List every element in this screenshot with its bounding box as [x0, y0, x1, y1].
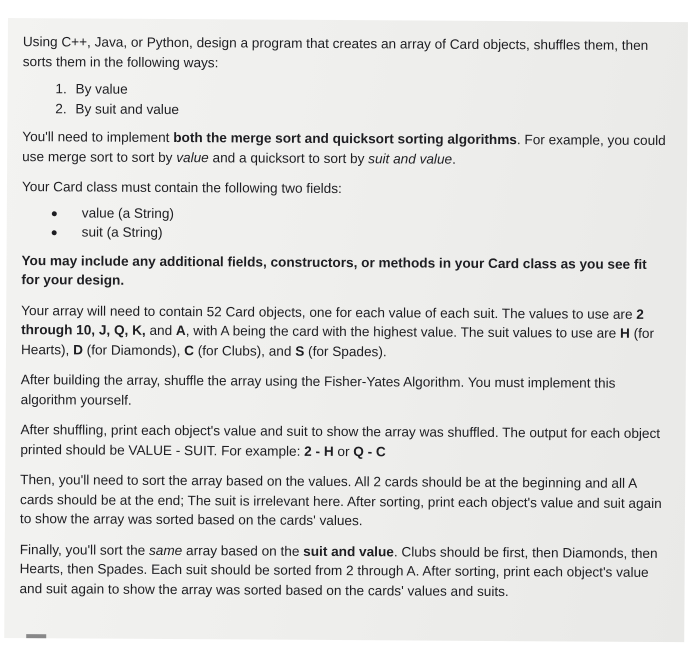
shuffle-paragraph: After building the array, shuffle the array using the Fisher-Yates Algorithm. You must implement this algorithm yourself. — [20, 372, 616, 408]
additional-paragraph: You may include any additional fields, constructors, or methods in your Card class as you see fit for your design. — [21, 252, 647, 288]
list-item: 1. By value — [71, 79, 668, 102]
sort-suit-paragraph: Finally, you'll sort the same array based on the suit and value. Clubs should be first, then Diamonds, then Hearts, then Spades. Each suit should be sorted from 2 through A. After sorting, print each object's value and suit again to show the array was sorted based on the cards' values and suits. — [19, 541, 658, 599]
print-paragraph: After shuffling, print each object's value and suit to show the array was shuffled. The output for each object printed should be VALUE - SUIT. For example: 2 - H or Q - C — [20, 422, 661, 459]
implement-paragraph: You'll need to implement both the merge sort and quicksort sorting algorithms. For example, you could use merge sort to sort by value and a quicksort to sort by suit and value. — [22, 129, 666, 167]
list-item: 2. By suit and value — [70, 99, 667, 122]
cutoff-text-fragment — [26, 634, 46, 638]
list-item: value (a String) — [70, 203, 667, 226]
fields-intro: Your Card class must contain the following two fields: — [21, 179, 342, 197]
assignment-text — [19, 32, 668, 613]
document-page — [4, 18, 688, 642]
array-paragraph: Your array will need to contain 52 Card objects, one for each value of each suit. The values to use are 2 through 10, J, Q, K, and A, with A being the card with the highest value. The suit values to use are H (for Hearts), D (for Diamonds), C (for Clubs), and S (for Spades). — [20, 302, 655, 359]
intro-paragraph: Using C++, Java, or Python, design a program that creates an array of Card objects, shuffles them, then sorts them in the following ways: — [22, 34, 649, 70]
sort-value-paragraph: Then, you'll need to sort the array based on the values. All 2 cards should be at the beginning and all A cards should be at the end; The suit is irrelevant here. After sorting, print each object's value and suit again to show the array was sorted based on the cards' values. — [19, 472, 662, 529]
sort-ways-list — [22, 79, 667, 122]
fields-list — [22, 203, 667, 246]
list-item: suit (a String) — [70, 222, 667, 245]
